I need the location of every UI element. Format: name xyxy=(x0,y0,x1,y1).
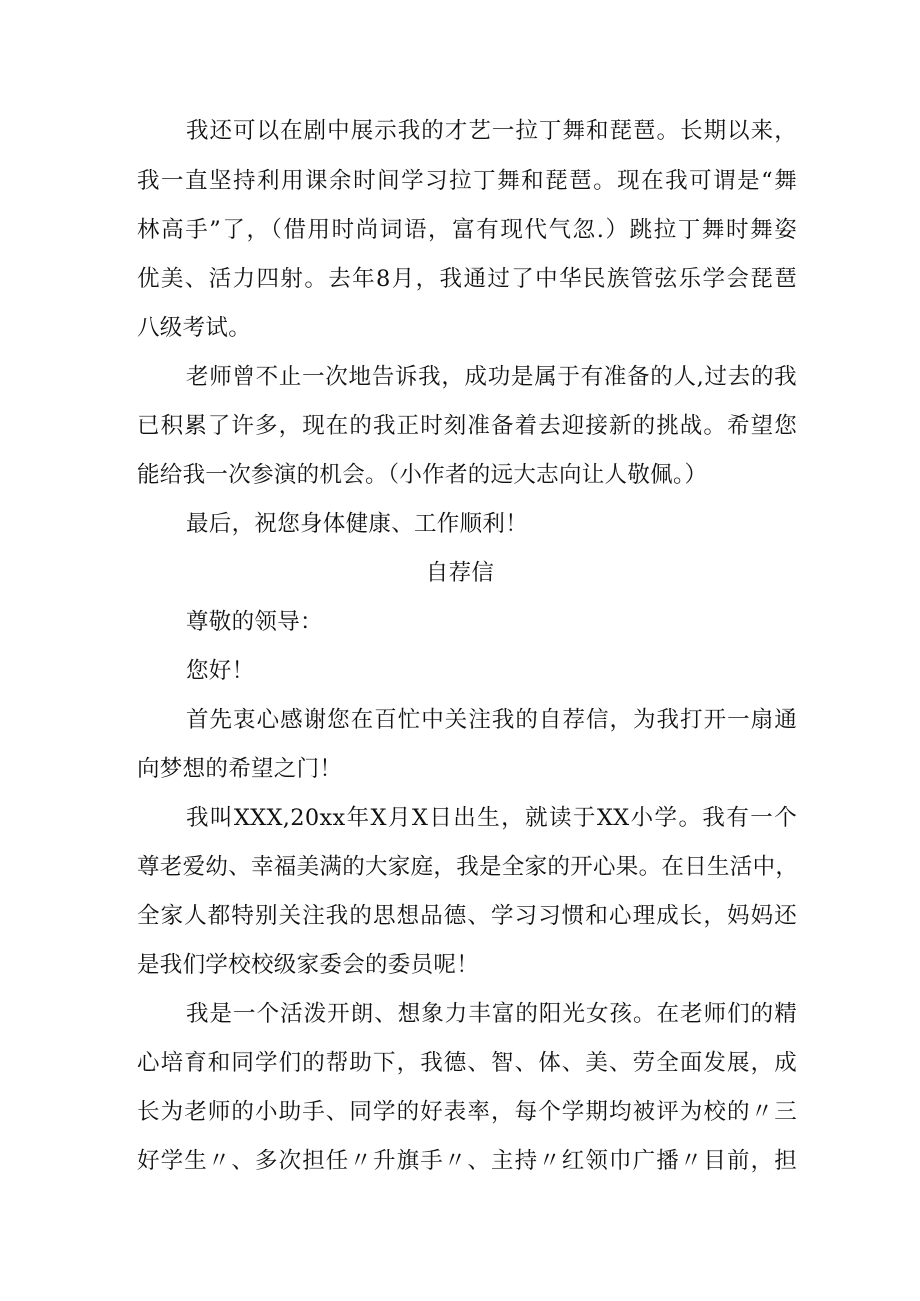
paragraph-line: 全家人都特别关注我的思想品德、学习习惯和心理成长，妈妈还 xyxy=(137,903,797,929)
paragraph-line: 我叫XXX,20xx年X月X日出生，就读于XX小学。我有一个 xyxy=(186,805,797,831)
paragraph-line: 老师曾不止一次地告诉我，成功是属于有准备的人,过去的我 xyxy=(186,364,797,390)
paragraph-line: 长为老师的小助手、同学的好表率，每个学期均被评为校的〃三 xyxy=(137,1099,797,1125)
paragraph-line: 林高手”了，（借用时尚词语，富有现代气忽.）跳拉丁舞时舞姿 xyxy=(137,217,797,243)
paragraph-line: 首先衷心感谢您在百忙中关注我的自荐信，为我打开一扇通 xyxy=(186,707,797,733)
paragraph-line: 好学生〃、多次担任〃升旗手〃、主持〃红领巾广播〃目前，担 xyxy=(137,1148,797,1174)
paragraph-line: 尊老爱幼、幸福美满的大家庭，我是全家的开心果。在日生活中， xyxy=(137,854,799,880)
paragraph-line: 八级考试。 xyxy=(137,315,252,341)
paragraph-line: 我是一个活泼开朗、想象力丰富的阳光女孩。在老师们的精 xyxy=(186,1001,797,1027)
paragraph-line: 能给我一次参演的机会。（小作者的远大志向让人敬佩。） xyxy=(137,462,708,488)
salutation: 尊敬的领导： xyxy=(186,609,323,635)
letter-title: 自荐信 xyxy=(425,560,495,586)
paragraph-line: 我还可以在剧中展示我的才艺一拉丁舞和琵琶。长期以来， xyxy=(186,118,797,144)
closing-wish: 最后，祝您身体健康、工作顺利！ xyxy=(186,511,529,537)
paragraph-line: 向梦想的希望之门！ xyxy=(137,756,343,782)
paragraph-line: 优美、活力四射。去年8月，我通过了中华民族管弦乐学会琵琶 xyxy=(137,266,797,292)
paragraph-line: 我一直坚持利用课余时间学习拉丁舞和琵琶。现在我可谓是“舞 xyxy=(137,168,797,194)
greeting: 您好！ xyxy=(186,658,255,684)
paragraph-line: 心培育和同学们的帮助下，我德、智、体、美、劳全面发展，成 xyxy=(137,1050,797,1076)
paragraph-line: 已积累了许多，现在的我正时刻准备着去迎接新的挑战。希望您 xyxy=(137,413,797,439)
paragraph-line: 是我们学校校级家委会的委员呢！ xyxy=(137,952,480,978)
